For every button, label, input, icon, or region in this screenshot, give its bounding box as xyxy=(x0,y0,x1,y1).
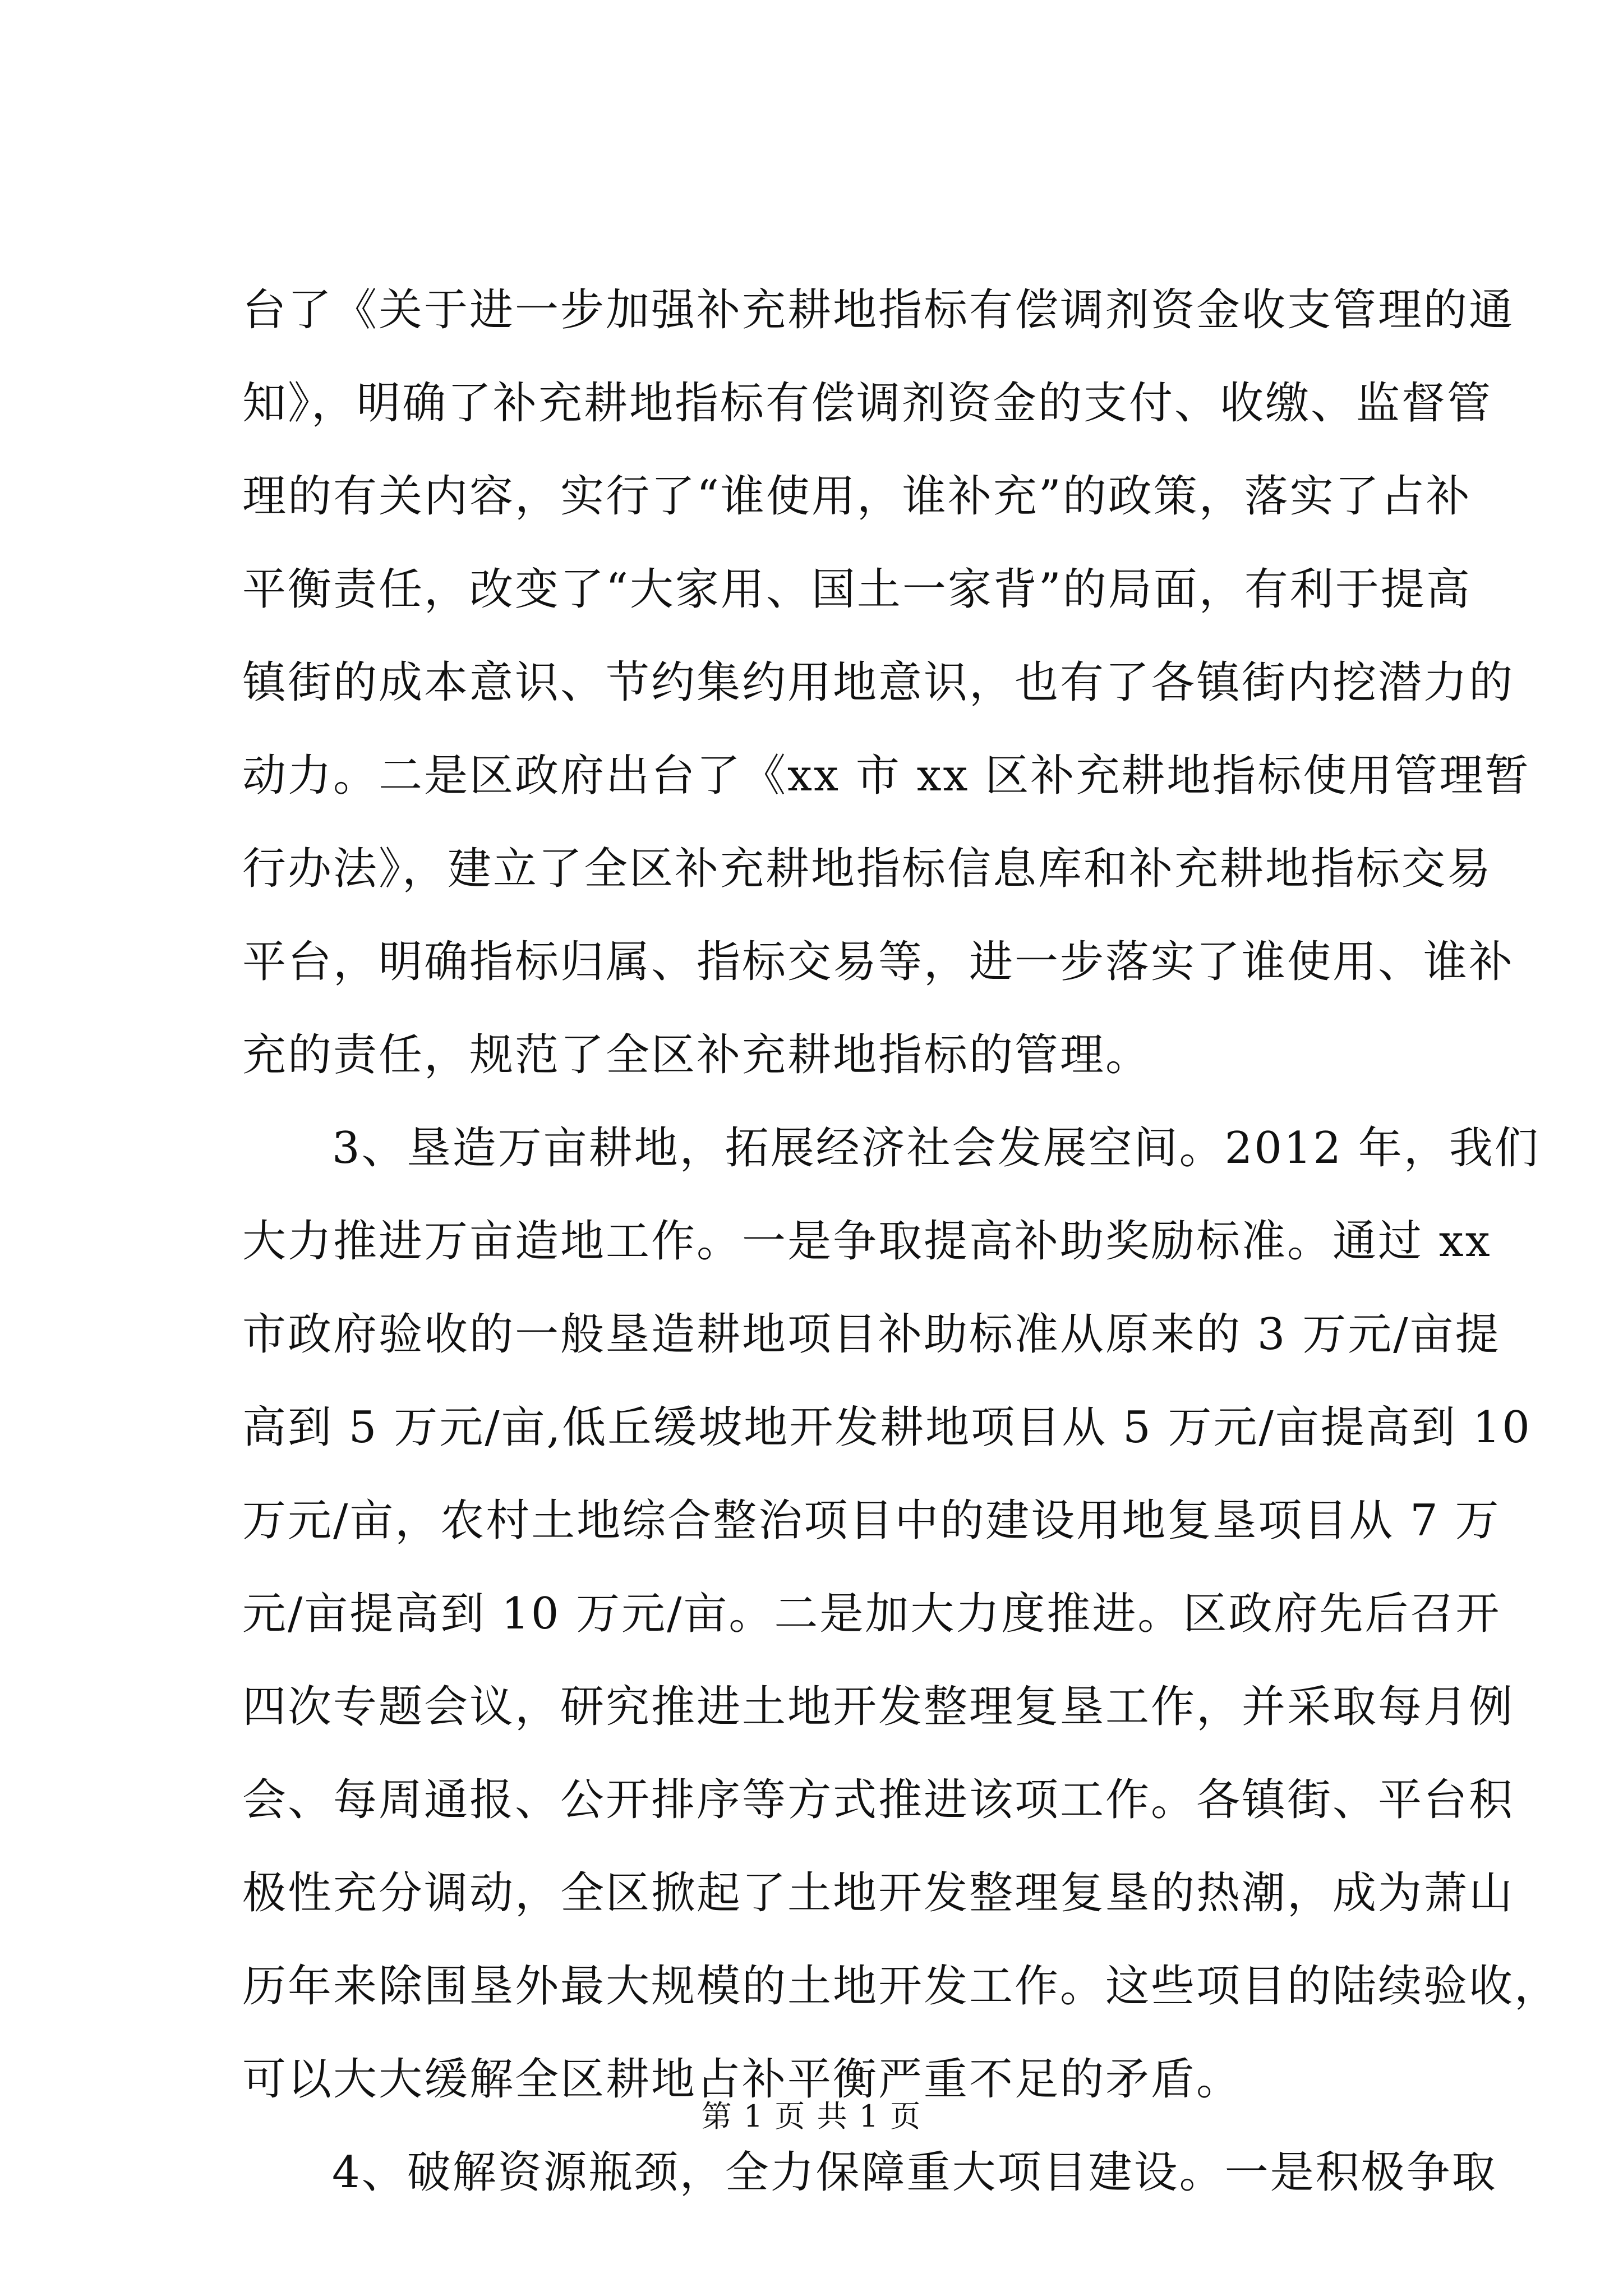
text-line: 万元/亩，农村土地综合整治项目中的建设用地复垦项目从 7 万 xyxy=(242,1496,1501,1546)
text-line: 充的责任，规范了全区补充耕地指标的管理。 xyxy=(242,1030,1151,1080)
page-footer: 第 1 页 共 1 页 xyxy=(701,2099,922,2134)
text-line: 大力推进万亩造地工作。一是争取提高补助奖励标准。通过 xx xyxy=(242,1216,1492,1267)
text-line: 行办法》，建立了全区补充耕地指标信息库和补充耕地指标交易 xyxy=(242,844,1493,894)
text-line: 4、破解资源瓶颈，全力保障重大项目建设。一是积极争取 xyxy=(332,2147,1497,2198)
text-line: 历年来除围垦外最大规模的土地开发工作。这些项目的陆续验收， xyxy=(242,1961,1560,2012)
paragraph-2 xyxy=(242,1102,1560,2126)
text-line: 动力。二是区政府出台了《xx 市 xx 区补充耕地指标使用管理暂 xyxy=(242,751,1530,801)
document-body xyxy=(242,264,1560,2219)
text-line: 3、垦造万亩耕地，拓展经济社会发展空间。2012 年，我们 xyxy=(332,1123,1540,1174)
text-line: 平台，明确指标归属、指标交易等，进一步落实了谁使用、谁补 xyxy=(242,937,1515,987)
paragraph-3 xyxy=(242,2126,1497,2219)
paragraph-1 xyxy=(242,264,1530,1102)
text-line: 高到 5 万元/亩,低丘缓坡地开发耕地项目从 5 万元/亩提高到 10 xyxy=(242,1402,1532,1453)
text-line: 四次专题会议，研究推进土地开发整理复垦工作，并采取每月例 xyxy=(242,1682,1515,1732)
text-line: 台了《关于进一步加强补充耕地指标有偿调剂资金收支管理的通 xyxy=(242,285,1515,335)
text-line: 极性充分调动，全区掀起了土地开发整理复垦的热潮，成为萧山 xyxy=(242,1868,1515,1918)
text-line: 平衡责任，改变了“大家用、国土一家背”的局面，有利于提高 xyxy=(242,564,1472,615)
text-line: 知》，明确了补充耕地指标有偿调剂资金的支付、收缴、监督管 xyxy=(242,378,1493,429)
text-line: 可以大大缓解全区耕地占补平衡严重不足的矛盾。 xyxy=(242,2054,1242,2105)
text-line: 镇街的成本意识、节约集约用地意识，也有了各镇街内挖潜力的 xyxy=(242,657,1515,708)
text-line: 元/亩提高到 10 万元/亩。二是加大力度推进。区政府先后召开 xyxy=(242,1589,1501,1639)
text-line: 理的有关内容，实行了“谁使用，谁补充”的政策，落实了占补 xyxy=(242,471,1472,522)
text-line: 市政府验收的一般垦造耕地项目补助标准从原来的 3 万元/亩提 xyxy=(242,1309,1501,1360)
text-line: 会、每周通报、公开排序等方式推进该项工作。各镇街、平台积 xyxy=(242,1775,1515,1825)
